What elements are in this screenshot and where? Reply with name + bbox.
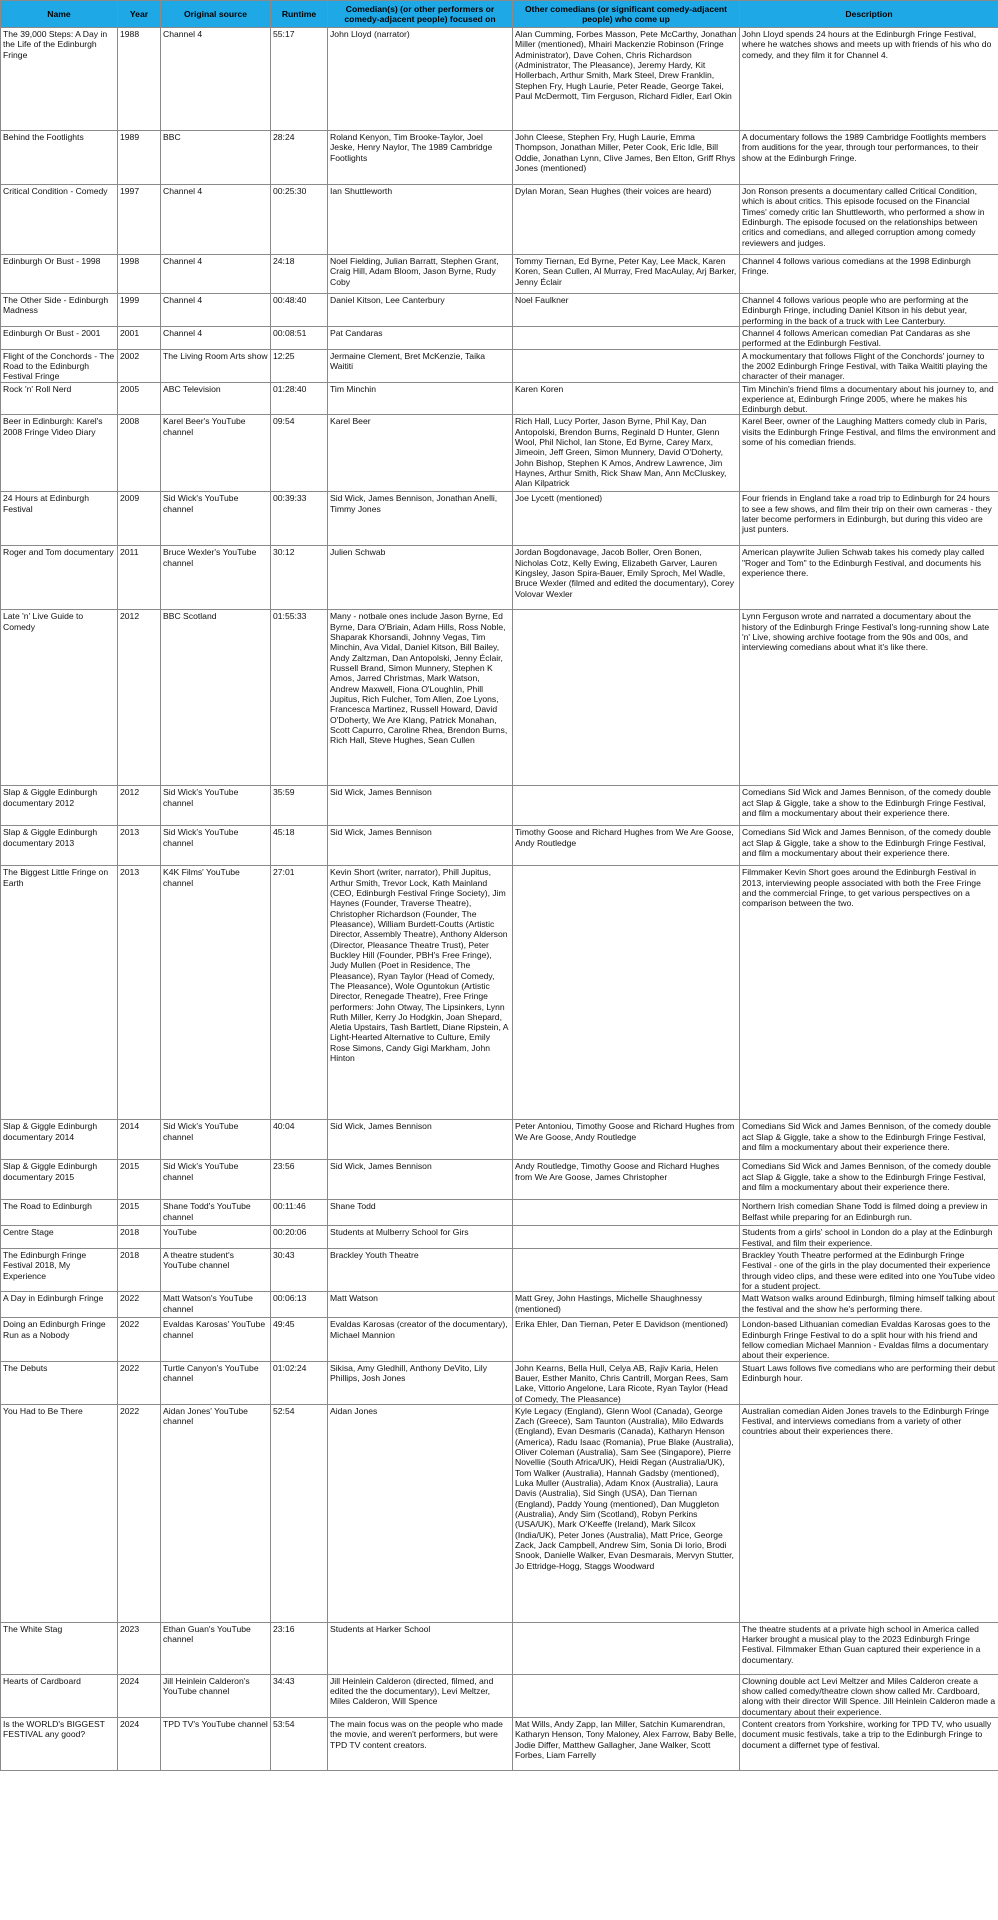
table-row: [1, 294, 998, 327]
cell-year: 2015: [118, 1200, 161, 1226]
cell-source: BBC Scotland: [161, 610, 271, 786]
cell-name: The Other Side - Edinburgh Madness: [1, 294, 118, 327]
cell-runtime: 55:17: [271, 28, 328, 131]
cell-description: Clowning double act Levi Meltzer and Miles Calderon create a show called comedy/theatre clown show called Mr. Cardboard, along with their director Will Spence. Jill Heinlein Calderon made a documentary about their experience.: [740, 1674, 998, 1717]
cell-year: 2022: [118, 1361, 161, 1404]
table-row: [1, 415, 998, 492]
cell-description: Content creators from Yorkshire, working for TPD TV, who usually document music festivals, take a trip to the Edinburgh Fringe to document a differnet type of festival.: [740, 1718, 998, 1771]
cell-runtime: 34:43: [271, 1674, 328, 1717]
cell-others: Andy Routledge, Timothy Goose and Richard Hughes from We Are Goose, James Christopher: [513, 1160, 740, 1200]
cell-year: 1998: [118, 255, 161, 294]
table-row: [1, 1404, 998, 1622]
cell-others: [513, 1200, 740, 1226]
header-runtime: Runtime: [271, 1, 328, 28]
cell-year: 1989: [118, 131, 161, 185]
cell-runtime: 00:11:46: [271, 1200, 328, 1226]
cell-description: Filmmaker Kevin Short goes around the Edinburgh Festival in 2013, interviewing people associated with both the Free Fringe and the commercial Fringe, to get various perspectives on a comparison between the two.: [740, 866, 998, 1120]
cell-source: Sid Wick's YouTube channel: [161, 492, 271, 546]
cell-year: 2001: [118, 326, 161, 349]
cell-runtime: 00:25:30: [271, 185, 328, 255]
cell-source: The Living Room Arts show: [161, 349, 271, 382]
cell-source: Jill Heinlein Calderon's YouTube channel: [161, 1674, 271, 1717]
cell-source: Sid Wick's YouTube channel: [161, 1160, 271, 1200]
cell-runtime: 00:20:06: [271, 1226, 328, 1249]
cell-others: Karen Koren: [513, 382, 740, 415]
cell-description: John Lloyd spends 24 hours at the Edinburgh Fringe Festival, where he watches shows and meets up with friends of his who do comedy, and they film it for Channel 4.: [740, 28, 998, 131]
cell-year: 2022: [118, 1318, 161, 1361]
table-row: [1, 1160, 998, 1200]
cell-focused: Shane Todd: [328, 1200, 513, 1226]
cell-year: 2002: [118, 349, 161, 382]
table-row: [1, 610, 998, 786]
cell-focused: Daniel Kitson, Lee Canterbury: [328, 294, 513, 327]
cell-runtime: 01:28:40: [271, 382, 328, 415]
cell-name: Edinburgh Or Bust - 1998: [1, 255, 118, 294]
cell-name: Doing an Edinburgh Fringe Run as a Nobody: [1, 1318, 118, 1361]
cell-focused: Evaldas Karosas (creator of the documentary), Michael Mannion: [328, 1318, 513, 1361]
cell-runtime: 40:04: [271, 1120, 328, 1160]
cell-year: 2022: [118, 1404, 161, 1622]
cell-source: YouTube: [161, 1226, 271, 1249]
cell-runtime: 27:01: [271, 866, 328, 1120]
cell-runtime: 45:18: [271, 826, 328, 866]
cell-name: Slap & Giggle Edinburgh documentary 2013: [1, 826, 118, 866]
cell-others: Kyle Legacy (England), Glenn Wool (Canada), George Zach (Greece), Sam Taunton (Australia), Milo Edwards (England), Evan Desmaris (Canada), Katharyn Henson (America), Radu Isaac (Romania), Prue Blake (Australia), Oliver Coleman (Australia), Sam See (Singapore), Pierre Novellie (South Africa/UK), Heidi Regan (Australia/UK), Tom Walker (Australia), Hannah Gadsby (mentioned), Luka Muller (Australia), Adam Knox (Australia), Laura Davis (Australia), Sid Singh (USA), Dan Tiernan (England), Paddy Young (mentioned), Dan Muggleton (Australia), Andy Sim (Scotland), Robyn Perkins (USA/UK), Mark O'Keeffe (Ireland), Mark Silcox (India/UK), Peter Jones (Australia), Matt Price, George Zack, Jack Campbell, Andrew Sim, Sonia Di Iorio, Brodi Snook, Danielle Walker, Evan Desmarais, Mervyn Stutter, Jo Ettridge-Hogg, Staggs Woodward: [513, 1404, 740, 1622]
cell-focused: Aidan Jones: [328, 1404, 513, 1622]
cell-name: The 39,000 Steps: A Day in the Life of the Edinburgh Fringe: [1, 28, 118, 131]
cell-focused: Students at Mulberry School for Girs: [328, 1226, 513, 1249]
cell-focused: Noel Fielding, Julian Barratt, Stephen Grant, Craig Hill, Adam Bloom, Jason Byrne, Rudy Coby: [328, 255, 513, 294]
cell-others: [513, 1622, 740, 1674]
cell-runtime: 12:25: [271, 349, 328, 382]
cell-source: Sid Wick's YouTube channel: [161, 826, 271, 866]
cell-others: Rich Hall, Lucy Porter, Jason Byrne, Phil Kay, Dan Antopolski, Brendon Burns, Reginald D Hunter, Glenn Wool, Phil Nichol, Ian Stone, Ed Byrne, Carey Marx, Jimeoin, Jeff Green, Simon Munnery, David O'Doherty, John Bishop, Stephen K Amos, Andrew Lawrence, Jim Haynes, Arthur Smith, Rick Shaw Man, Ann McCluskey, Alan Kilpatrick: [513, 415, 740, 492]
cell-description: London-based Lithuanian comedian Evaldas Karosas goes to the Edinburgh Fringe Festival to do a split hour with his friend and fellow comedian Michael Mannion - Evaldas films a documentary about their experience.: [740, 1318, 998, 1361]
cell-others: Timothy Goose and Richard Hughes from We Are Goose, Andy Routledge: [513, 826, 740, 866]
cell-name: You Had to Be There: [1, 1404, 118, 1622]
cell-focused: Ian Shuttleworth: [328, 185, 513, 255]
header-focused: Comedian(s) (or other performers or comedy-adjacent people) focused on: [328, 1, 513, 28]
cell-description: Australian comedian Aiden Jones travels to the Edinburgh Fringe Festival, and interviews comedians from a variety of other countries about their experiences there.: [740, 1404, 998, 1622]
table-row: [1, 492, 998, 546]
cell-focused: Students at Harker School: [328, 1622, 513, 1674]
cell-name: The Debuts: [1, 1361, 118, 1404]
cell-description: Comedians Sid Wick and James Bennison, of the comedy double act Slap & Giggle, take a show to the Edinburgh Fringe Festival, and film a mockumentary about their experience there.: [740, 826, 998, 866]
cell-name: Flight of the Conchords - The Road to the Edinburgh Festival Fringe: [1, 349, 118, 382]
cell-others: [513, 1226, 740, 1249]
cell-name: The Biggest Little Fringe on Earth: [1, 866, 118, 1120]
header-year: Year: [118, 1, 161, 28]
cell-year: 2008: [118, 415, 161, 492]
cell-description: Channel 4 follows various people who are performing at the Edinburgh Fringe, including Daniel Kitson in his debut year, performing in the back of a truck with Lee Canterbury.: [740, 294, 998, 327]
cell-description: Channel 4 follows various comedians at the 1998 Edinburgh Fringe.: [740, 255, 998, 294]
cell-others: Dylan Moran, Sean Hughes (their voices are heard): [513, 185, 740, 255]
cell-description: A mockumentary that follows Flight of the Conchords' journey to the 2002 Edinburgh Fringe Festival, with Taika Waititi playing the character of their manager.: [740, 349, 998, 382]
cell-description: American playwrite Julien Schwab takes his comedy play called "Roger and Tom" to the Edinburgh Festival, and documents his experience there.: [740, 546, 998, 610]
cell-source: Channel 4: [161, 255, 271, 294]
header-source: Original source: [161, 1, 271, 28]
cell-others: Jordan Bogdonavage, Jacob Boller, Oren Bonen, Nicholas Cotz, Kelly Ewing, Elizabeth Garver, Lauren Kingsley, Jason Spira-Bauer, Emily Sproch, Mel Wadle, Bruce Wexler (filmed and edited the documentary), Corey Volovar Wexler: [513, 546, 740, 610]
cell-description: Tim Minchin's friend films a documentary about his journey to, and experience at, Edinburgh Fringe 2005, where he makes his Edinburgh debut.: [740, 382, 998, 415]
table-row: [1, 1718, 998, 1771]
table-row: [1, 786, 998, 826]
cell-name: Rock 'n' Roll Nerd: [1, 382, 118, 415]
cell-runtime: 52:54: [271, 1404, 328, 1622]
cell-others: John Kearns, Bella Hull, Celya AB, Rajiv Karia, Helen Bauer, Esther Manito, Chris Cantrill, Morgan Rees, Sam Lake, Vittorio Angelone, Lara Ricote, Ryan Taylor (Head of Comedy, The Pleasance): [513, 1361, 740, 1404]
table-row: [1, 826, 998, 866]
cell-others: [513, 786, 740, 826]
cell-year: 2009: [118, 492, 161, 546]
cell-name: Roger and Tom documentary: [1, 546, 118, 610]
cell-focused: Sid Wick, James Bennison: [328, 786, 513, 826]
cell-name: Beer in Edinburgh: Karel's 2008 Fringe Video Diary: [1, 415, 118, 492]
cell-runtime: 01:55:33: [271, 610, 328, 786]
cell-others: Alan Cumming, Forbes Masson, Pete McCarthy, Jonathan Miller (mentioned), Mhairi Mackenzie Robinson (Fringe Administrator), Dave Cohen, Chris Richardson (Administrator, The Pleasance), Jeremy Hardy, Kit Hollerbach, Arthur Smith, Mark Steel, Drew Franklin, Stephen Fry, Hugh Laurie, Peter Reade, George Takei, Paul McDermott, Tim Ferguson, Richard Fidler, Earl Okin: [513, 28, 740, 131]
cell-runtime: 35:59: [271, 786, 328, 826]
cell-source: Turtle Canyon's YouTube channel: [161, 1361, 271, 1404]
cell-others: Mat Wills, Andy Zapp, Ian Miller, Satchin Kumarendran, Katharyn Henson, Tony Maloney, Alex Farrow, Baby Belle, Jodie Differ, Matthew Gallagher, Jane Walker, Scott Forbes, Liam Farrelly: [513, 1718, 740, 1771]
cell-others: John Cleese, Stephen Fry, Hugh Laurie, Emma Thompson, Jonathan Miller, Peter Cook, Eric Idle, Bill Oddie, Jonathan Lynn, Clive James, Ben Elton, Griff Rhys Jones (mentioned): [513, 131, 740, 185]
cell-description: Karel Beer, owner of the Laughing Matters comedy club in Paris, visits the Edinburgh Fringe Festival, and films the environment and some of his comedian friends.: [740, 415, 998, 492]
cell-focused: Sikisa, Amy Gledhill, Anthony DeVito, Lily Phillips, Josh Jones: [328, 1361, 513, 1404]
cell-description: Students from a girls' school in London do a play at the Edinburgh Festival, and film their experience.: [740, 1226, 998, 1249]
cell-runtime: 01:02:24: [271, 1361, 328, 1404]
cell-name: Slap & Giggle Edinburgh documentary 2012: [1, 786, 118, 826]
cell-year: 2023: [118, 1622, 161, 1674]
cell-focused: Sid Wick, James Bennison: [328, 1120, 513, 1160]
cell-runtime: 00:48:40: [271, 294, 328, 327]
cell-year: 2012: [118, 610, 161, 786]
cell-others: [513, 1674, 740, 1717]
header-row: [1, 1, 998, 28]
cell-name: 24 Hours at Edinburgh Festival: [1, 492, 118, 546]
cell-source: ABC Television: [161, 382, 271, 415]
cell-source: Karel Beer's YouTube channel: [161, 415, 271, 492]
table-row: [1, 326, 998, 349]
cell-source: Bruce Wexler's YouTube channel: [161, 546, 271, 610]
cell-others: [513, 610, 740, 786]
cell-name: Slap & Giggle Edinburgh documentary 2014: [1, 1120, 118, 1160]
cell-focused: Kevin Short (writer, narrator), Phill Jupitus, Arthur Smith, Trevor Lock, Kath Mainland (CEO, Edinburgh Festival Fringe Society), Jim Haynes (Founder, Traverse Theatre), Christopher Richardson (Founder, The Pleasance), William Burdett-Coutts (Artistic Director, Assembly Theatre), Anthony Alderson (Director, Pleasance Theatre Trust), Peter Buckley Hill (Founder, PBH's Free Fringe), Judy Mullen (Poet in Residence, The Pleasance), Ryan Taylor (Head of Comedy, The Pleasance), Wole Oguntokun (Artistic Director, Renegade Theatre), Free Fringe performers: John Otway, The Lipsinkers, Lynn Ruth Miller, Kerry Jo Hodgkin, Joan Shepard, Aletia Upstairs, Tash Bartlett, Diane Ripstein, A Light-Hearted Alternative to Culture, Emily Rose Simons, Candy Gigi Markham, John Hinton: [328, 866, 513, 1120]
cell-year: 2024: [118, 1674, 161, 1717]
cell-others: [513, 1249, 740, 1292]
cell-focused: Matt Watson: [328, 1292, 513, 1318]
table-row: [1, 1292, 998, 1318]
cell-name: Edinburgh Or Bust - 2001: [1, 326, 118, 349]
cell-name: Centre Stage: [1, 1226, 118, 1249]
cell-source: A theatre student's YouTube channel: [161, 1249, 271, 1292]
cell-source: TPD TV's YouTube channel: [161, 1718, 271, 1771]
table-row: [1, 185, 998, 255]
cell-year: 2018: [118, 1226, 161, 1249]
table-row: [1, 1226, 998, 1249]
cell-others: [513, 866, 740, 1120]
cell-focused: Tim Minchin: [328, 382, 513, 415]
header-description: Description: [740, 1, 998, 28]
cell-year: 1997: [118, 185, 161, 255]
cell-runtime: 24:18: [271, 255, 328, 294]
cell-runtime: 28:24: [271, 131, 328, 185]
cell-focused: Pat Candaras: [328, 326, 513, 349]
cell-description: Channel 4 follows American comedian Pat Candaras as she performed at the Edinburgh Festival.: [740, 326, 998, 349]
table-row: [1, 1674, 998, 1717]
cell-name: A Day in Edinburgh Fringe: [1, 1292, 118, 1318]
cell-others: [513, 326, 740, 349]
table-row: [1, 1318, 998, 1361]
cell-description: Matt Watson walks around Edinburgh, filming himself talking about the festival and the show he's performing there.: [740, 1292, 998, 1318]
table-row: [1, 1120, 998, 1160]
cell-others: Peter Antoniou, Timothy Goose and Richard Hughes from We Are Goose, Andy Routledge: [513, 1120, 740, 1160]
cell-others: Joe Lycett (mentioned): [513, 492, 740, 546]
cell-year: 2013: [118, 826, 161, 866]
cell-description: Jon Ronson presents a documentary called Critical Condition, which is about critics. This episode focused on the Financial Times' comedy critic Ian Shuttleworth, who performed a show in Edinburgh. The episode focused on the relationships between critics and comedians, and alleged corruption among comedy reviewers and judges.: [740, 185, 998, 255]
table-row: [1, 1200, 998, 1226]
cell-name: The Road to Edinburgh: [1, 1200, 118, 1226]
table-row: [1, 546, 998, 610]
cell-year: 2012: [118, 786, 161, 826]
cell-source: Sid Wick's YouTube channel: [161, 786, 271, 826]
cell-description: Lynn Ferguson wrote and narrated a documentary about the history of the Edinburgh Fringe Festival's long-running show Late 'n' Live, showing archive footage from the 90s and 00s, and interviewing comedians about what it's like there.: [740, 610, 998, 786]
table-row: [1, 382, 998, 415]
table-row: [1, 866, 998, 1120]
table-body: [1, 28, 998, 1771]
cell-focused: Many - notbale ones include Jason Byrne, Ed Byrne, Dara O'Briain, Adam Hills, Ross Noble, Shaparak Khorsandi, Johnny Vegas, Tim Minchin, Ava Vidal, Daniel Kitson, Bill Bailey, Andy Zaltzman, Dan Antopolski, Jenny Éclair, Russell Brand, Simon Munnery, Stephen K Amos, Jarred Christmas, Mark Watson, Andrew Maxwell, Fiona O'Loughlin, Phill Jupitus, Rich Fulcher, Tom Allen, Zoe Lyons, Francesca Martinez, Russell Howard, David O'Doherty, We Are Klang, Patrick Monahan, Scott Capurro, Caroline Rhea, Brendon Burns, Rich Hall, Steve Hughes, Sean Cullen: [328, 610, 513, 786]
cell-source: Shane Todd's YouTube channel: [161, 1200, 271, 1226]
table-row: [1, 1361, 998, 1404]
cell-source: Aidan Jones' YouTube channel: [161, 1404, 271, 1622]
cell-focused: Sid Wick, James Bennison: [328, 1160, 513, 1200]
cell-description: Northern Irish comedian Shane Todd is filmed doing a preview in Belfast while preparing for an Edinburgh run.: [740, 1200, 998, 1226]
cell-description: The theatre students at a private high school in America called Harker brought a musical play to the 2023 Edinburgh Fringe Festival. Filmmaker Ethan Guan captured their experience in a documentary.: [740, 1622, 998, 1674]
cell-name: Slap & Giggle Edinburgh documentary 2015: [1, 1160, 118, 1200]
cell-runtime: 23:56: [271, 1160, 328, 1200]
cell-focused: Julien Schwab: [328, 546, 513, 610]
cell-focused: Sid Wick, James Bennison, Jonathan Anelli, Timmy Jones: [328, 492, 513, 546]
cell-name: Behind the Footlights: [1, 131, 118, 185]
table-row: [1, 1622, 998, 1674]
cell-others: Tommy Tiernan, Ed Byrne, Peter Kay, Lee Mack, Karen Koren, Sean Cullen, Al Murray, Fred MacAulay, Arj Barker, Jenny Éclair: [513, 255, 740, 294]
cell-runtime: 30:43: [271, 1249, 328, 1292]
cell-year: 2022: [118, 1292, 161, 1318]
cell-description: Comedians Sid Wick and James Bennison, of the comedy double act Slap & Giggle, take a show to the Edinburgh Fringe Festival, and film a mockumentary about their experience there.: [740, 786, 998, 826]
cell-year: 2018: [118, 1249, 161, 1292]
header-name: Name: [1, 1, 118, 28]
cell-description: A documentary follows the 1989 Cambridge Footlights members from auditions for the year, through tour performances, to their show at the Edinburgh Fringe.: [740, 131, 998, 185]
cell-focused: Brackley Youth Theatre: [328, 1249, 513, 1292]
cell-year: 1999: [118, 294, 161, 327]
cell-focused: Jill Heinlein Calderon (directed, filmed, and edited the the documentary), Levi Meltzer, Miles Calderon, Will Spence: [328, 1674, 513, 1717]
cell-focused: Karel Beer: [328, 415, 513, 492]
cell-source: Matt Watson's YouTube channel: [161, 1292, 271, 1318]
cell-runtime: 30:12: [271, 546, 328, 610]
cell-others: Erika Ehler, Dan Tiernan, Peter E Davidson (mentioned): [513, 1318, 740, 1361]
cell-year: 2013: [118, 866, 161, 1120]
cell-runtime: 00:06:13: [271, 1292, 328, 1318]
cell-year: 1988: [118, 28, 161, 131]
cell-description: Comedians Sid Wick and James Bennison, of the comedy double act Slap & Giggle, take a show to the Edinburgh Fringe Festival, and film a mockumentary about their experience there.: [740, 1160, 998, 1200]
cell-year: 2024: [118, 1718, 161, 1771]
cell-runtime: 23:16: [271, 1622, 328, 1674]
cell-focused: The main focus was on the people who made the movie, and weren't performers, but were TPD TV content creators.: [328, 1718, 513, 1771]
cell-source: BBC: [161, 131, 271, 185]
cell-name: The Edinburgh Fringe Festival 2018, My Experience: [1, 1249, 118, 1292]
cell-others: [513, 349, 740, 382]
cell-runtime: 49:45: [271, 1318, 328, 1361]
cell-source: Evaldas Karosas' YouTube channel: [161, 1318, 271, 1361]
cell-name: The White Stag: [1, 1622, 118, 1674]
cell-others: Matt Grey, John Hastings, Michelle Shaughnessy (mentioned): [513, 1292, 740, 1318]
cell-focused: Sid Wick, James Bennison: [328, 826, 513, 866]
cell-others: Noel Faulkner: [513, 294, 740, 327]
header-others: Other comedians (or significant comedy-adjacent people) who come up: [513, 1, 740, 28]
cell-runtime: 09:54: [271, 415, 328, 492]
cell-year: 2015: [118, 1160, 161, 1200]
cell-source: Channel 4: [161, 185, 271, 255]
cell-name: Hearts of Cardboard: [1, 1674, 118, 1717]
table-row: [1, 1249, 998, 1292]
cell-name: Is the WORLD's BIGGEST FESTIVAL any good?: [1, 1718, 118, 1771]
cell-year: 2005: [118, 382, 161, 415]
table-row: [1, 28, 998, 131]
cell-source: K4K Films' YouTube channel: [161, 866, 271, 1120]
cell-runtime: 00:39:33: [271, 492, 328, 546]
cell-focused: Jermaine Clement, Bret McKenzie, Taika Waititi: [328, 349, 513, 382]
cell-description: Four friends in England take a road trip to Edinburgh for 24 hours to see a few shows, and film their trip on their own cameras - they later become performers in Edinburgh, but during this video are just punters.: [740, 492, 998, 546]
cell-year: 2011: [118, 546, 161, 610]
cell-source: Ethan Guan's YouTube channel: [161, 1622, 271, 1674]
cell-runtime: 53:54: [271, 1718, 328, 1771]
cell-focused: John Lloyd (narrator): [328, 28, 513, 131]
cell-name: Late 'n' Live Guide to Comedy: [1, 610, 118, 786]
cell-source: Sid Wick's YouTube channel: [161, 1120, 271, 1160]
cell-focused: Roland Kenyon, Tim Brooke-Taylor, Joel Jeske, Henry Naylor, The 1989 Cambridge Footlights: [328, 131, 513, 185]
cell-year: 2014: [118, 1120, 161, 1160]
table-row: [1, 349, 998, 382]
cell-description: Comedians Sid Wick and James Bennison, of the comedy double act Slap & Giggle, take a show to the Edinburgh Fringe Festival, and film a mockumentary about their experience there.: [740, 1120, 998, 1160]
cell-source: Channel 4: [161, 294, 271, 327]
table-row: [1, 255, 998, 294]
cell-source: Channel 4: [161, 326, 271, 349]
cell-description: Brackley Youth Theatre performed at the Edinburgh Fringe Festival - one of the girls in the play documented their experience through video clips, and these were edited into one YouTube video for a student project.: [740, 1249, 998, 1292]
cell-name: Critical Condition - Comedy: [1, 185, 118, 255]
cell-description: Stuart Laws follows five comedians who are performing their debut Edinburgh hour.: [740, 1361, 998, 1404]
cell-source: Channel 4: [161, 28, 271, 131]
table-row: [1, 131, 998, 185]
cell-runtime: 00:08:51: [271, 326, 328, 349]
